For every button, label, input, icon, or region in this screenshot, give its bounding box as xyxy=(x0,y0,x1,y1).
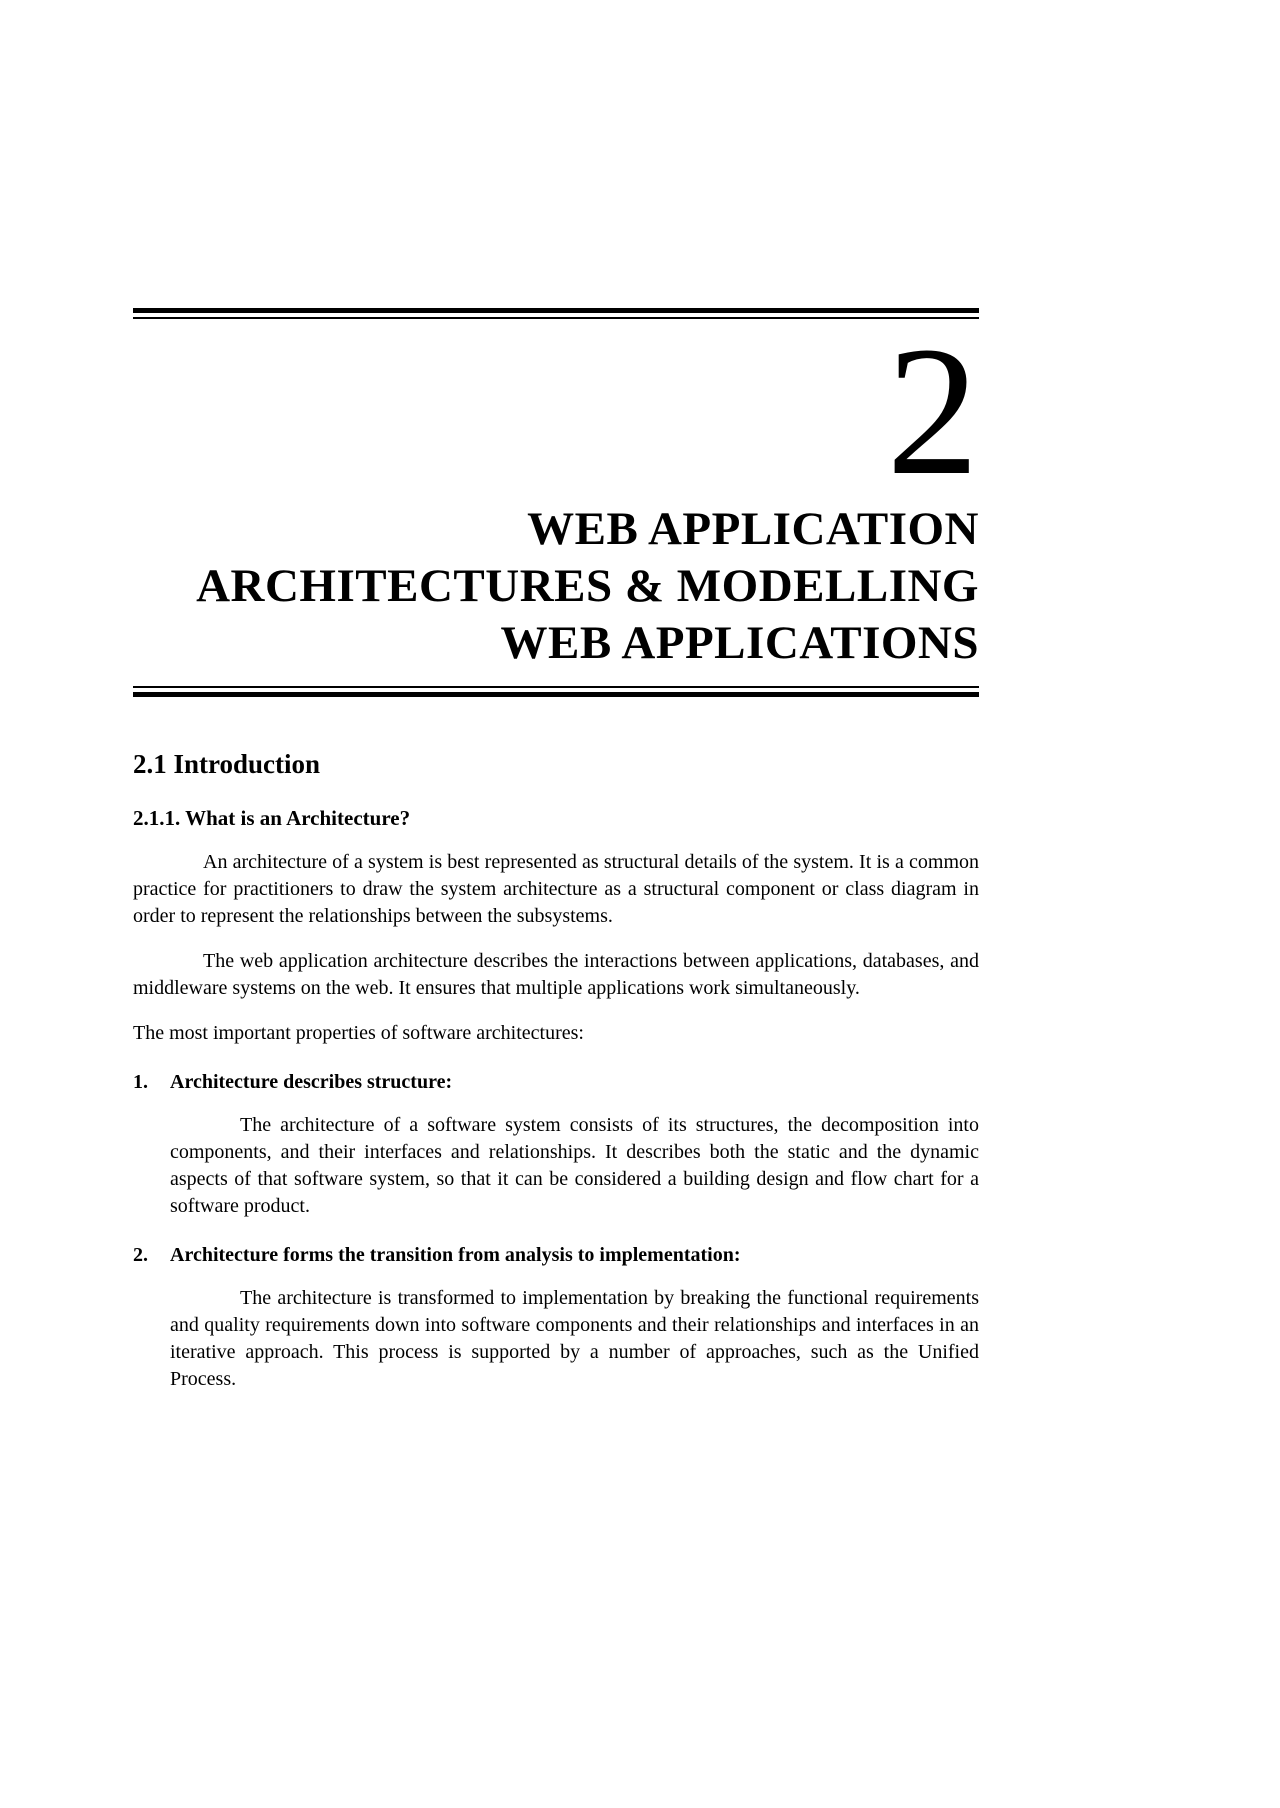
page-content xyxy=(133,0,979,1393)
chapter-title-line: WEB APPLICATION xyxy=(527,503,979,555)
list-item-title: Architecture describes structure: xyxy=(170,1071,453,1093)
paragraph-properties-intro: The most important properties of software architectures: xyxy=(133,1022,584,1044)
list-item-body: The architecture is transformed to implementation by breaking the functional requirements and quality requirements down into software components and their relationships and interfaces in an iterative approach. This process is supported by a number of approaches, such as the Unified Process. xyxy=(170,1287,979,1390)
top-double-rule xyxy=(133,308,979,319)
chapter-title-line: WEB APPLICATIONS xyxy=(500,617,979,669)
subsection-heading: 2.1.1. What is an Architecture? xyxy=(133,806,411,830)
list-item-number: 2. xyxy=(133,1244,148,1266)
paragraph-web-application-architecture: The web application architecture describes the interactions between applications, databases, and middleware systems on the web. It ensures that multiple applications work simultaneously. xyxy=(133,950,979,999)
list-item-heading xyxy=(133,1069,979,1096)
chapter-title xyxy=(133,501,979,672)
list-item xyxy=(133,1069,979,1220)
list-item-number: 1. xyxy=(133,1071,148,1093)
list-item xyxy=(133,1242,979,1393)
list-item-heading xyxy=(133,1242,979,1269)
list-item-body: The architecture of a software system consists of its structures, the decomposition into components, and their interfaces and relationships. It describes both the static and the dynamic aspects of that software system, so that it can be considered a building design and flow chart for a software product. xyxy=(170,1114,979,1217)
paragraph-architecture-definition: An architecture of a system is best represented as structural details of the system. It is a common practice for practitioners to draw the system architecture as a structural component or class diagram in order to represent the relationships between the subsystems. xyxy=(133,851,979,927)
list-item-title: Architecture forms the transition from analysis to implementation: xyxy=(170,1244,741,1266)
chapter-heading-block xyxy=(133,309,979,672)
section-heading: 2.1 Introduction xyxy=(133,749,321,779)
bottom-double-rule xyxy=(133,686,979,697)
chapter-number: 2 xyxy=(886,309,979,514)
chapter-title-line: ARCHITECTURES & MODELLING xyxy=(196,560,979,612)
